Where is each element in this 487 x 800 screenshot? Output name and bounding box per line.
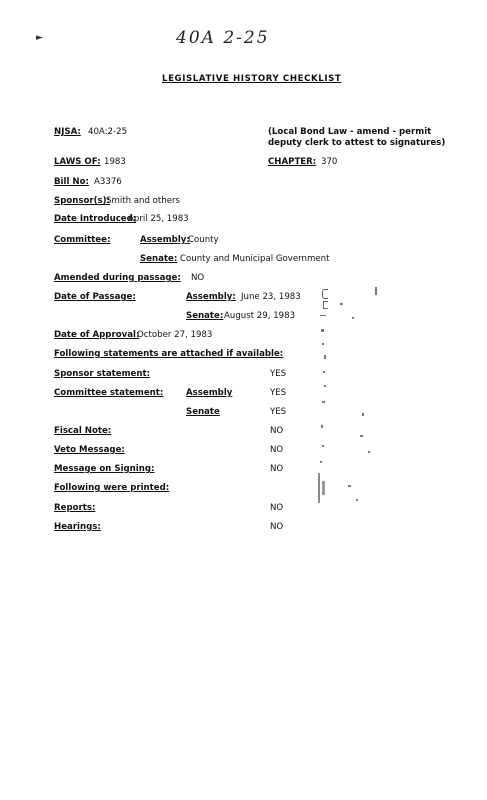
passage-senate-label: Senate: <box>186 311 224 321</box>
njsa-value: 40A:2-25 <box>88 127 128 137</box>
committee-statement-senate-label: Senate <box>186 407 220 417</box>
page-title: LEGISLATIVE HISTORY CHECKLIST <box>162 74 342 84</box>
chapter-label: CHAPTER: <box>268 157 317 167</box>
committee-statement-assembly-label: Assembly <box>186 388 233 398</box>
sponsors-label: Sponsor(s): <box>54 196 111 206</box>
faded-stamp-marks <box>312 285 382 515</box>
amended-label: Amended during passage: <box>54 273 181 283</box>
description-line-2: deputy clerk to attest to signatures) <box>268 138 446 148</box>
date-introduced-label: Date Introduced: <box>54 214 137 224</box>
veto-message-value: NO <box>270 445 284 455</box>
description-line-1: (Local Bond Law - amend - permit <box>268 127 432 137</box>
committee-senate-label: Senate: <box>140 254 178 264</box>
sponsors-value: Smith and others <box>106 196 181 206</box>
attached-heading: Following statements are attached if available: <box>54 349 284 359</box>
message-on-signing-value: NO <box>270 464 284 474</box>
passage-assembly-label: Assembly: <box>186 292 236 302</box>
bill-no-label: Bill No: <box>54 177 89 187</box>
reports-label: Reports: <box>54 503 96 513</box>
arrow-mark-icon: ► <box>36 33 43 43</box>
reports-value: NO <box>270 503 284 513</box>
message-on-signing-label: Message on Signing: <box>54 464 155 474</box>
njsa-label: NJSA: <box>54 127 81 137</box>
committee-statement-senate-value: YES <box>270 407 287 417</box>
committee-statement-assembly-value: YES <box>270 388 287 398</box>
chapter-value: 370 <box>321 157 338 167</box>
committee-assembly-label: Assembly: <box>140 235 190 245</box>
committee-label: Committee: <box>54 235 111 245</box>
date-introduced-value: April 25, 1983 <box>128 214 189 224</box>
passage-senate-value: August 29, 1983 <box>224 311 296 321</box>
amended-value: NO <box>191 273 205 283</box>
date-of-approval-label: Date of Approval: <box>54 330 140 340</box>
printed-heading: Following were printed: <box>54 483 170 493</box>
committee-senate-value: County and Municipal Government <box>180 254 330 264</box>
sponsor-statement-label: Sponsor statement: <box>54 369 151 379</box>
sponsor-statement-value: YES <box>270 369 287 379</box>
handwritten-reference: 40A 2-25 <box>176 28 270 48</box>
fiscal-note-label: Fiscal Note: <box>54 426 112 436</box>
committee-assembly-value: County <box>188 235 219 245</box>
laws-of-label: LAWS OF: <box>54 157 101 167</box>
veto-message-label: Veto Message: <box>54 445 125 455</box>
hearings-value: NO <box>270 522 284 532</box>
bill-no-value: A3376 <box>94 177 122 187</box>
hearings-label: Hearings: <box>54 522 101 532</box>
laws-of-value: 1983 <box>104 157 126 167</box>
fiscal-note-value: NO <box>270 426 284 436</box>
date-of-passage-label: Date of Passage: <box>54 292 136 302</box>
passage-assembly-value: June 23, 1983 <box>241 292 301 302</box>
committee-statement-label: Committee statement: <box>54 388 164 398</box>
date-of-approval-value: October 27, 1983 <box>137 330 213 340</box>
